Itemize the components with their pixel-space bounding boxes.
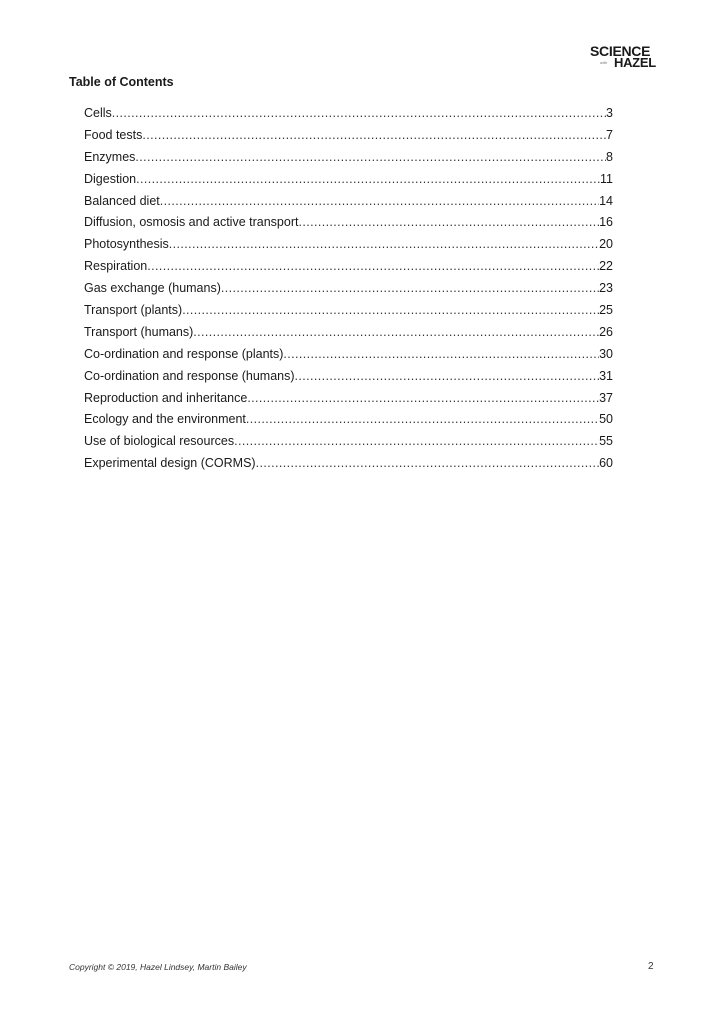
toc-entry[interactable]: [84, 346, 613, 368]
toc-entry-page: 60: [599, 456, 613, 471]
leader-dots: [182, 302, 599, 318]
toc-entry-page: 16: [599, 215, 613, 230]
leader-dots: [247, 390, 599, 406]
toc-entry[interactable]: [84, 302, 613, 324]
leader-dots: [246, 411, 599, 427]
toc-entry-page: 37: [599, 390, 613, 405]
table-of-contents: [84, 105, 613, 477]
logo-with: with: [600, 60, 608, 65]
toc-entry-page: 11: [600, 171, 613, 186]
toc-entry-page: 7: [606, 127, 613, 142]
toc-entry-label: Digestion: [84, 171, 137, 186]
toc-entry[interactable]: [84, 433, 613, 455]
leader-dots: [298, 214, 599, 230]
toc-entry-label: Respiration: [84, 259, 148, 274]
page-number: 2: [648, 961, 654, 972]
toc-entry-page: 3: [606, 106, 613, 120]
leader-dots: [136, 171, 600, 187]
toc-entry[interactable]: [84, 105, 613, 127]
toc-entry[interactable]: [84, 127, 613, 149]
leader-dots: [295, 368, 600, 384]
toc-entry-label: Co-ordination and response (humans): [84, 368, 295, 383]
leader-dots: [135, 149, 606, 165]
toc-entry-label: Experimental design (CORMS): [84, 456, 256, 471]
toc-entry[interactable]: [84, 214, 613, 236]
toc-entry[interactable]: [84, 411, 613, 433]
toc-entry-page: 20: [599, 237, 613, 252]
toc-entry-page: 8: [606, 149, 613, 164]
toc-entry[interactable]: [84, 324, 613, 346]
toc-entry-label: Ecology and the environment: [84, 412, 246, 427]
leader-dots: [112, 105, 606, 121]
toc-entry[interactable]: [84, 236, 613, 258]
toc-entry-page: 50: [599, 412, 613, 427]
toc-entry-page: 55: [599, 434, 613, 449]
toc-entry[interactable]: [84, 171, 613, 193]
logo-line-science: SCIENCE: [590, 43, 651, 59]
logo-line-hazel: HAZEL: [614, 55, 656, 70]
science-with-hazel-logo: [590, 44, 656, 72]
toc-entry-page: 30: [599, 346, 613, 361]
toc-entry[interactable]: [84, 149, 613, 171]
leader-dots: [234, 433, 599, 449]
toc-entry-label: Gas exchange (humans): [84, 281, 221, 296]
toc-entry[interactable]: [84, 258, 613, 280]
toc-entry-label: Transport (plants): [84, 303, 183, 318]
leader-dots: [160, 193, 599, 209]
leader-dots: [283, 346, 599, 362]
toc-entry-page: 14: [599, 193, 613, 208]
toc-entry-label: Food tests: [84, 127, 143, 142]
toc-entry[interactable]: [84, 193, 613, 215]
toc-entry-page: 23: [599, 281, 613, 296]
toc-entry-page: 26: [599, 324, 613, 339]
toc-entry-label: Co-ordination and response (plants): [84, 346, 284, 361]
toc-entry-label: Transport (humans): [84, 324, 194, 339]
leader-dots: [147, 258, 599, 274]
leader-dots: [193, 324, 599, 340]
toc-entry[interactable]: [84, 280, 613, 302]
leader-dots: [256, 455, 600, 471]
toc-entry[interactable]: [84, 368, 613, 390]
toc-entry-page: 25: [599, 303, 613, 318]
leader-dots: [221, 280, 599, 296]
leader-dots: [169, 236, 599, 252]
toc-entry-label: Photosynthesis: [84, 237, 169, 252]
toc-entry-page: 22: [599, 259, 613, 274]
toc-entry-label: Balanced diet: [84, 193, 160, 208]
toc-entry-label: Enzymes: [84, 149, 136, 164]
toc-entry[interactable]: [84, 455, 613, 477]
leader-dots: [142, 127, 606, 143]
toc-entry-label: Diffusion, osmosis and active transport: [84, 215, 299, 230]
copyright-footer: Copyright © 2019, Hazel Lindsey, Martin Bailey: [69, 962, 247, 972]
toc-entry[interactable]: [84, 390, 613, 412]
toc-entry-page: 31: [599, 368, 613, 383]
toc-entry-label: Reproduction and inheritance: [84, 390, 248, 405]
toc-title: Table of Contents: [69, 75, 174, 89]
toc-entry-label: Cells: [84, 106, 112, 120]
toc-entry-label: Use of biological resources: [84, 434, 235, 449]
